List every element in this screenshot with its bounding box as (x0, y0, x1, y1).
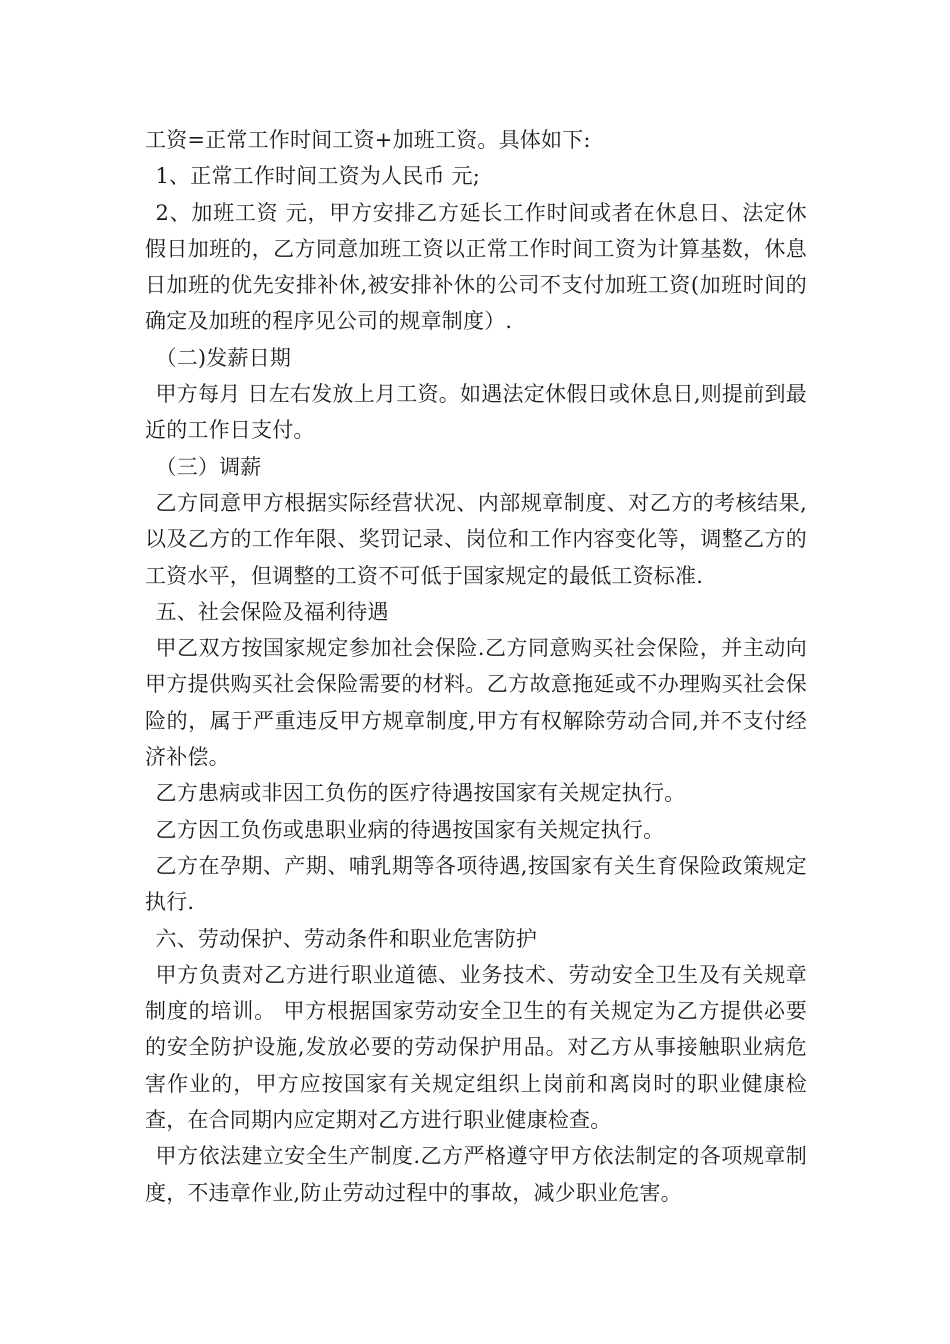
paragraph-work-injury: 乙方因工负伤或患职业病的待遇按国家有关规定执行。 (155, 817, 665, 842)
document-body (145, 122, 807, 1211)
paragraph-wage-formula: 工资=正常工作时间工资+加班工资。具体如下: (145, 128, 591, 152)
heading-salary-adjustment: （三）调薪 (155, 454, 262, 479)
paragraph-maternity: 乙方在孕期、产期、哺乳期等各项待遇,按国家有关生育保险政策规定执行. (145, 853, 807, 915)
paragraph-social-insurance: 甲乙双方按国家规定参加社会保险.乙方同意购买社会保险，并主动向甲方提供购买社会保险需要的材料。乙方故意拖延或不办理购买社会保险的，属于严重违反甲方规章制度,甲方有权解除劳动合同,并不支付经济补偿。 (145, 636, 807, 770)
paragraph-normal-wage: 1、正常工作时间工资为人民币 元; (155, 164, 481, 189)
paragraph-salary-adjustment: 乙方同意甲方根据实际经营状况、内部规章制度、对乙方的考核结果,以及乙方的工作年限、奖罚记录、岗位和工作内容变化等，调整乙方的工资水平，但调整的工资不可低于国家规定的最低工资标准. (145, 490, 807, 588)
paragraph-safety-system: 甲方依法建立安全生产制度.乙方严格遵守甲方依法制定的各项规章制度，不违章作业,防止劳动过程中的事故，减少职业危害。 (145, 1144, 807, 1205)
paragraph-overtime-wage: 2、加班工资 元，甲方安排乙方延长工作时间或者在休息日、法定休假日加班的，乙方同意加班工资以正常工作时间工资为计算基数，休息日加班的优先安排补休,被安排补休的公司不支付加班工资(加班时间的确定及加班的程序见公司的规章制度）. (145, 200, 807, 334)
paragraph-medical-treatment: 乙方患病或非因工负伤的医疗待遇按国家有关规定执行。 (155, 781, 686, 806)
heading-social-insurance: 五、社会保险及福利待遇 (155, 599, 389, 624)
paragraph-pay-date: 甲方每月 日左右发放上月工资。如遇法定休假日或休息日,则提前到最近的工作日支付。 (145, 382, 807, 443)
heading-labor-protection: 六、劳动保护、劳动条件和职业危害防护 (155, 926, 538, 951)
paragraph-training-protection: 甲方负责对乙方进行职业道德、业务技术、劳动安全卫生及有关规章制度的培训。 甲方根据国家劳动安全卫生的有关规定为乙方提供必要的安全防护设施,发放必要的劳动保护用品。对乙方从事接触职业病危害作业的，甲方应按国家有关规定组织上岗前和离岗时的职业健康检查，在合同期内应定期对乙方进行职业健康检查。 (145, 962, 807, 1133)
heading-pay-date: （二)发薪日期 (155, 345, 292, 370)
